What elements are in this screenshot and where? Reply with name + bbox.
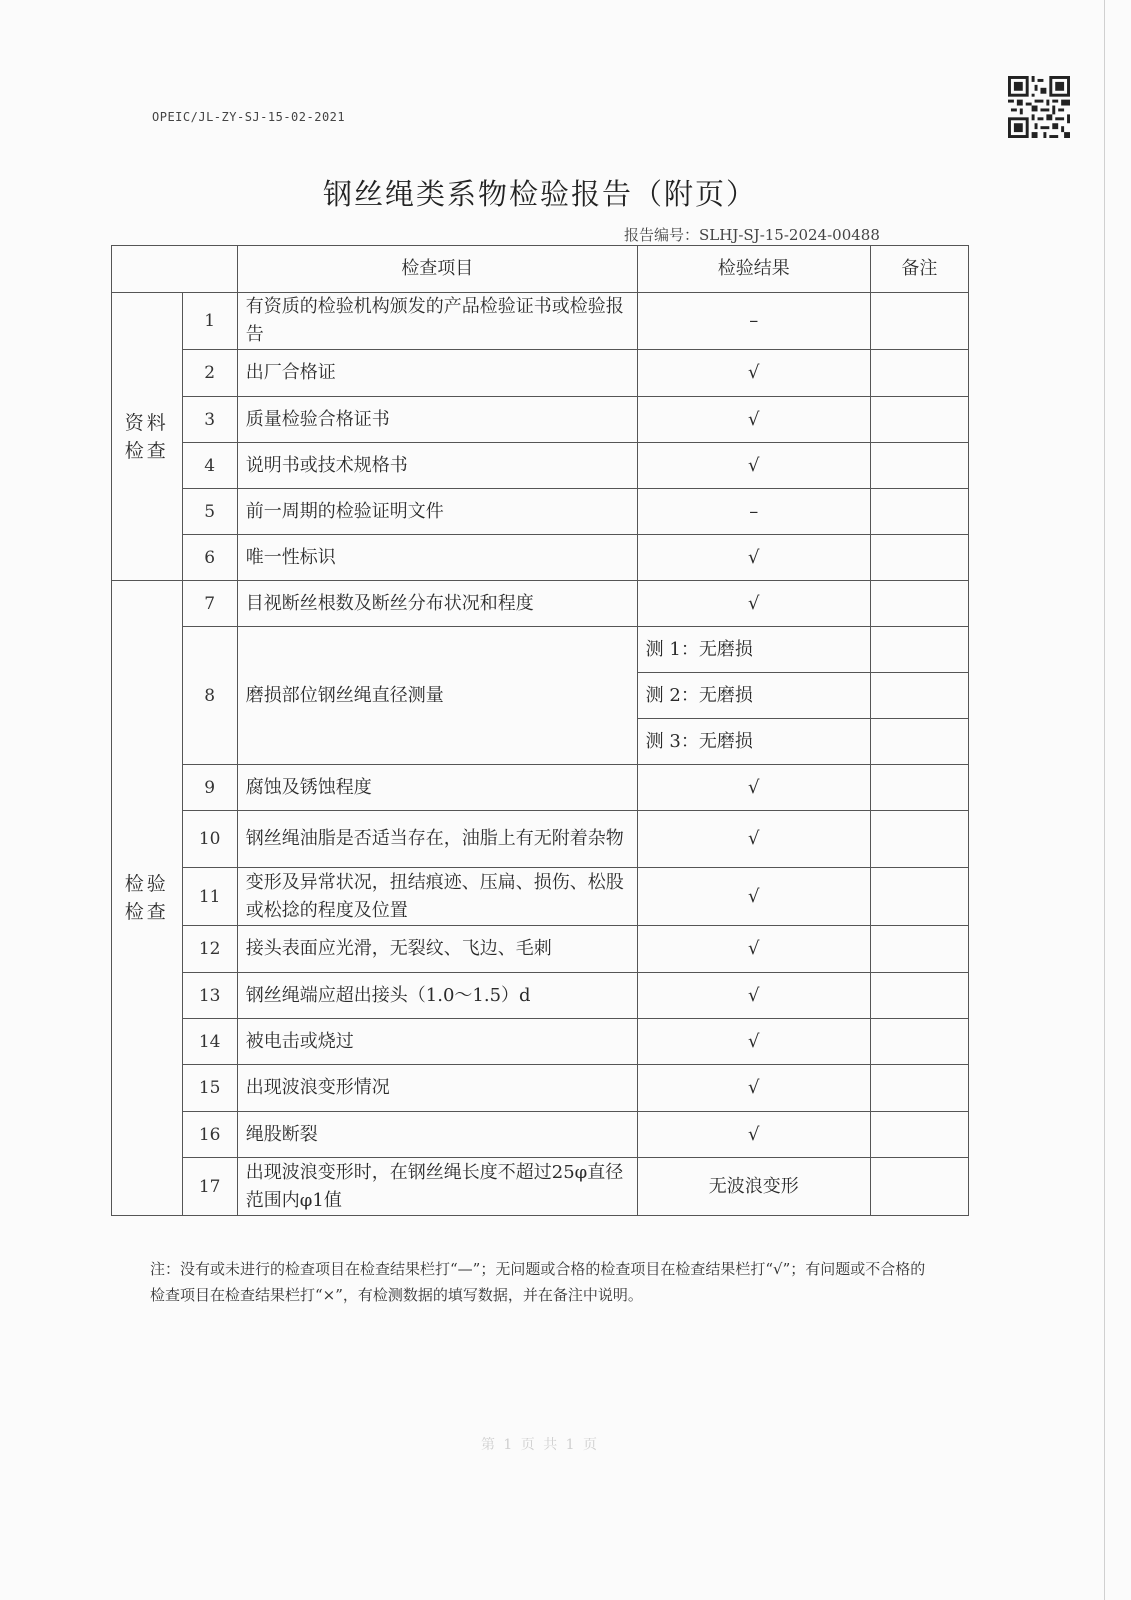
- row-item: 有资质的检验机构颁发的产品检验证书或检验报告: [237, 293, 637, 350]
- row-result: √: [637, 1019, 870, 1065]
- row-remark: [870, 811, 968, 868]
- row-remark: [870, 293, 968, 350]
- row-result: √: [637, 1065, 870, 1112]
- row-remark: [870, 973, 968, 1019]
- row-remark: [870, 443, 968, 489]
- row-number: 2: [182, 350, 237, 397]
- row-result: √: [637, 765, 870, 811]
- row-remark: [870, 765, 968, 811]
- row-remark: [870, 627, 968, 673]
- row-result: √: [637, 443, 870, 489]
- table-header-row: [112, 246, 969, 293]
- row-item: 钢丝绳端应超出接头（1.0～1.5）d: [237, 973, 637, 1019]
- row-number: 5: [182, 489, 237, 535]
- report-number: 报告编号：SLHJ-SJ-15-2024-00488: [624, 226, 880, 244]
- table-row: [112, 868, 969, 926]
- row-remark: [870, 535, 968, 581]
- document-code: OPEIC/JL-ZY-SJ-15-02-2021: [152, 110, 346, 124]
- row-number: 1: [182, 293, 237, 350]
- row-result: √: [637, 1112, 870, 1158]
- row-number: 15: [182, 1065, 237, 1112]
- row-result-measure-2: 测 2：无磨损: [637, 673, 870, 719]
- page-number: 第 1 页 共 1 页: [480, 1437, 600, 1453]
- row-item: 腐蚀及锈蚀程度: [237, 765, 637, 811]
- row-result: –: [637, 489, 870, 535]
- row-result: √: [637, 868, 870, 926]
- table-row: [112, 397, 969, 443]
- row-item: 目视断丝根数及断丝分布状况和程度: [237, 581, 637, 627]
- row-item: 变形及异常状况，扭结痕迹、压扁、损伤、松股或松捻的程度及位置: [237, 868, 637, 926]
- row-item: 出现波浪变形情况: [237, 1065, 637, 1112]
- row-number: 10: [182, 811, 237, 868]
- category-inspect: 检验检查: [112, 581, 183, 1216]
- table-row: [112, 765, 969, 811]
- table-row: [112, 811, 969, 868]
- row-remark: [870, 719, 968, 765]
- header-remark: 备注: [870, 246, 968, 293]
- row-item: 出现波浪变形时，在钢丝绳长度不超过25φ直径范围内φ1值: [237, 1158, 637, 1216]
- row-result-measure-1: 测 1：无磨损: [637, 627, 870, 673]
- table-row: [112, 627, 969, 673]
- row-result: √: [637, 397, 870, 443]
- table-row: [112, 1112, 969, 1158]
- row-remark: [870, 1112, 968, 1158]
- row-remark: [870, 350, 968, 397]
- header-item: 检查项目: [237, 246, 637, 293]
- row-remark: [870, 489, 968, 535]
- row-item: 前一周期的检验证明文件: [237, 489, 637, 535]
- row-number: 6: [182, 535, 237, 581]
- table-row: [112, 1065, 969, 1112]
- header-blank-cell: [112, 246, 238, 293]
- row-item: 唯一性标识: [237, 535, 637, 581]
- header-result: 检验结果: [637, 246, 870, 293]
- table-row: [112, 489, 969, 535]
- report-title: 钢丝绳类系物检验报告（附页）: [322, 177, 757, 211]
- row-item: 绳股断裂: [237, 1112, 637, 1158]
- row-result: √: [637, 973, 870, 1019]
- table-row: [112, 443, 969, 489]
- row-remark: [870, 581, 968, 627]
- row-number: 9: [182, 765, 237, 811]
- row-number: 11: [182, 868, 237, 926]
- row-number: 16: [182, 1112, 237, 1158]
- row-remark: [870, 397, 968, 443]
- row-item: 质量检验合格证书: [237, 397, 637, 443]
- row-number: 12: [182, 926, 237, 973]
- row-result: √: [637, 926, 870, 973]
- table-row: [112, 926, 969, 973]
- row-remark: [870, 1065, 968, 1112]
- row-item: 磨损部位钢丝绳直径测量: [237, 627, 637, 765]
- row-number: 13: [182, 973, 237, 1019]
- table-row: [112, 350, 969, 397]
- row-item: 钢丝绳油脂是否适当存在，油脂上有无附着杂物: [237, 811, 637, 868]
- row-result: √: [637, 581, 870, 627]
- row-remark: [870, 1019, 968, 1065]
- row-remark: [870, 926, 968, 973]
- table-row: [112, 293, 969, 350]
- row-result: √: [637, 811, 870, 868]
- row-result: –: [637, 293, 870, 350]
- page-edge-line: [1104, 0, 1105, 1600]
- table-row: [112, 973, 969, 1019]
- row-result: 无波浪变形: [637, 1158, 870, 1216]
- inspection-table: [111, 245, 969, 1216]
- row-result-measure-3: 测 3：无磨损: [637, 719, 870, 765]
- row-number: 14: [182, 1019, 237, 1065]
- row-number: 8: [182, 627, 237, 765]
- row-remark: [870, 1158, 968, 1216]
- table-row: [112, 1019, 969, 1065]
- row-number: 7: [182, 581, 237, 627]
- row-remark: [870, 868, 968, 926]
- table-row: [112, 535, 969, 581]
- row-result: √: [637, 350, 870, 397]
- row-item: 接头表面应光滑，无裂纹、飞边、毛刺: [237, 926, 637, 973]
- row-item: 出厂合格证: [237, 350, 637, 397]
- row-remark: [870, 673, 968, 719]
- footnote: 注：没有或未进行的检查项目在检查结果栏打“—”；无问题或合格的检查项目在检查结果栏打“√”；有问题或不合格的检查项目在检查结果栏打“×”，有检测数据的填写数据，并在备注中说明。: [150, 1260, 926, 1304]
- table-row: [112, 581, 969, 627]
- row-item: 被电击或烧过: [237, 1019, 637, 1065]
- row-number: 17: [182, 1158, 237, 1216]
- table-row: [112, 1158, 969, 1216]
- row-number: 4: [182, 443, 237, 489]
- row-item: 说明书或技术规格书: [237, 443, 637, 489]
- category-docs: 资料检查: [112, 293, 183, 581]
- qr-code-icon: [1008, 76, 1070, 138]
- row-number: 3: [182, 397, 237, 443]
- row-result: √: [637, 535, 870, 581]
